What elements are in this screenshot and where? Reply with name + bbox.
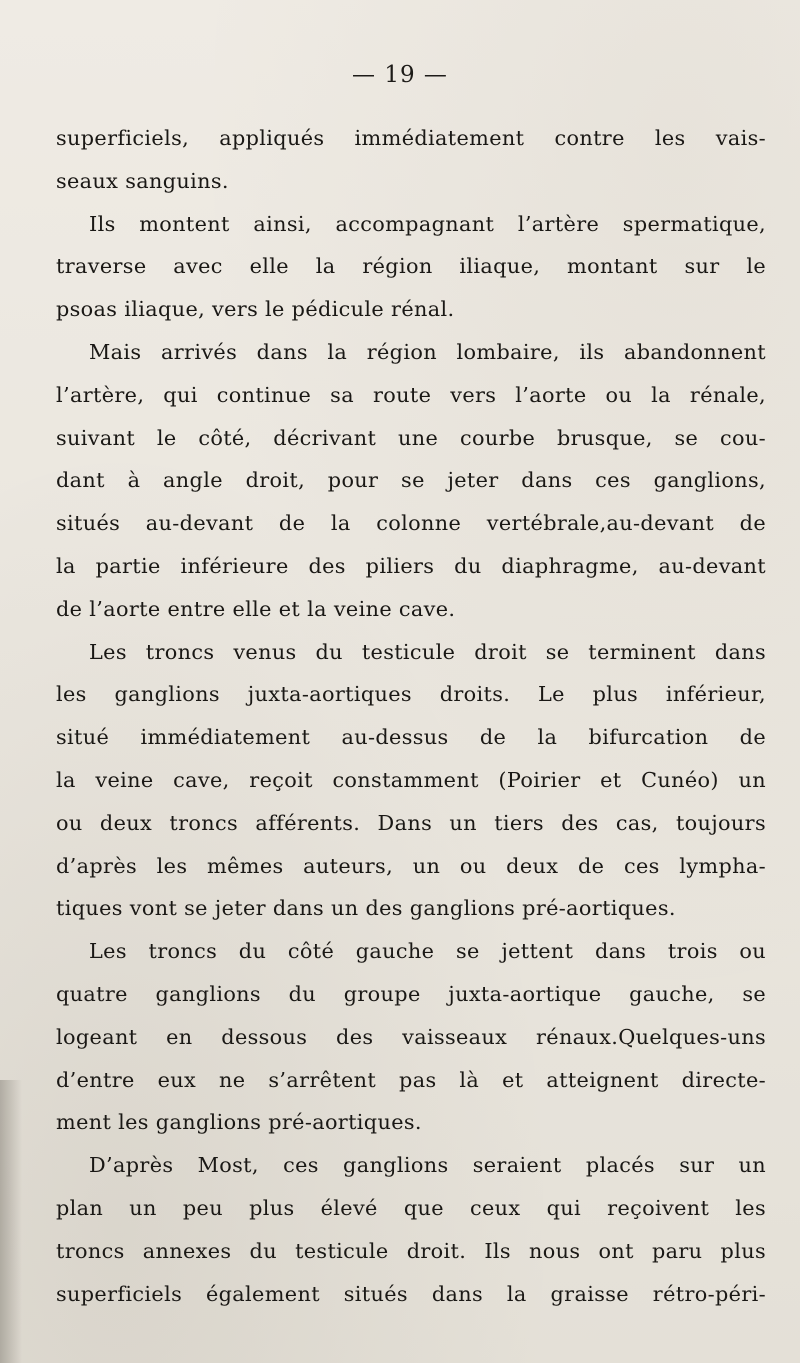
text-line: superficiels, appliqués immédiatement contre les vais- [56, 126, 766, 150]
text-line: Mais arrivés dans la région lombaire, ils abandonnent [89, 339, 766, 364]
text-line: d’après les mêmes auteurs, un ou deux de ces lympha- [56, 853, 766, 878]
text-line: D’après Most, ces ganglions seraient placés sur un [89, 1153, 766, 1178]
text-line: logeant en dessous des vaisseaux rénaux.Quelques-uns [56, 1024, 766, 1049]
text-line: quatre ganglions du groupe juxta-aortique gauche, se [56, 981, 766, 1006]
page-number: — 19 — [352, 62, 448, 88]
text-line: seaux sanguins. [56, 168, 229, 193]
text-line: la veine cave, reçoit constamment (Poirier et Cunéo) un [56, 767, 766, 792]
text-line: de l’aorte entre elle et la veine cave. [56, 596, 456, 621]
text-line: Les troncs du côté gauche se jettent dans trois ou [89, 939, 766, 964]
text-line: l’artère, qui continue sa route vers l’aorte ou la rénale, [56, 382, 766, 407]
text-line: d’entre eux ne s’arrêtent pas là et atteignent directe- [56, 1067, 766, 1092]
text-line: ou deux troncs afférents. Dans un tiers des cas, toujours [56, 810, 766, 835]
text-line: psoas iliaque, vers le pédicule rénal. [56, 297, 455, 322]
text-line: Ils montent ainsi, accompagnant l’artère spermatique, [89, 211, 766, 236]
text-line: troncs annexes du testicule droit. Ils nous ont paru plus [56, 1238, 766, 1263]
text-line: traverse avec elle la région iliaque, montant sur le [56, 254, 766, 279]
text-line: dant à angle droit, pour se jeter dans ces ganglions, [56, 468, 766, 493]
page-edge-shadow [0, 1080, 22, 1363]
text-line: suivant le côté, décrivant une courbe brusque, se cou- [56, 425, 766, 450]
text-line: ment les ganglions pré-aortiques. [56, 1110, 422, 1135]
text-line: situé immédiatement au-dessus de la bifurcation de [56, 725, 766, 750]
text-line: plan un peu plus élevé que ceux qui reçoivent les [56, 1195, 766, 1220]
text-line: la partie inférieure des piliers du diaphragme, au-devant [56, 553, 766, 578]
text-line: tiques vont se jeter dans un des ganglions pré-aortiques. [56, 896, 676, 921]
text-line: Les troncs venus du testicule droit se terminent dans [89, 639, 766, 664]
text-line: situés au-devant de la colonne vertébrale,au-devant de [56, 511, 766, 536]
text-line: les ganglions juxta-aortiques droits. Le plus inférieur, [56, 682, 766, 707]
text-line: superficiels également situés dans la graisse rétro-péri- [56, 1281, 766, 1306]
body-text [56, 117, 766, 1315]
